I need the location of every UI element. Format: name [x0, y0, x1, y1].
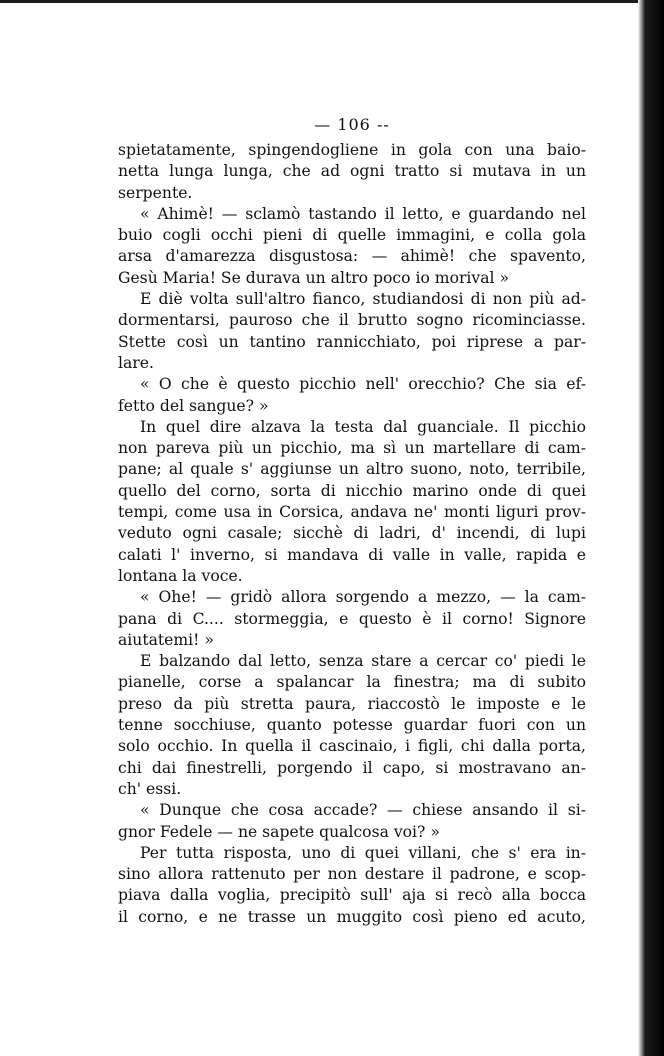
text-line: spietatamente, spingendogliene in gola con una baio- [118, 141, 586, 159]
text-line: pane; al quale s' aggiunse un altro suono, noto, terribile, [118, 460, 586, 479]
text-line: In quel dire alzava la testa dal guanciale. Il picchio [140, 417, 586, 436]
text-line: pana di C.... stormeggia, e questo è il corno! Signore [118, 609, 586, 628]
text-line: E diè volta sull'altro fianco, studiandosi di non più ad- [140, 290, 586, 309]
page-binding-shadow [638, 0, 664, 1056]
text-line: arsa d'amarezza disgustosa: — ahimè! che spavento, [118, 247, 586, 266]
text-line: « Ohe! — gridò allora sorgendo a mezzo, — la cam- [140, 588, 586, 607]
text-line: ch' essi. [118, 779, 182, 798]
text-line: lare. [118, 353, 154, 372]
text-line: preso da più stretta paura, riaccostò le imposte e le [118, 694, 586, 713]
text-line: serpente. [118, 183, 193, 202]
text-line: pianelle, corse a spalancar la finestra; ma di subito [118, 673, 586, 692]
text-line: « Ahimè! — sclamò tastando il letto, e guardando nel [140, 204, 586, 223]
text-line: calati l' inverno, si mandava di valle in valle, rapida e [118, 545, 586, 564]
text-line: solo occhio. In quella il cascinaio, i figli, chi dalla porta, [118, 737, 586, 756]
page-number: — 106 -- [314, 115, 390, 134]
text-line: Gesù Maria! Se durava un altro poco io morival » [118, 268, 510, 287]
text-line: veduto ogni casale; sicchè di ladri, d' incendi, di lupi [118, 524, 586, 543]
text-line: Stette così un tantino rannicchiato, poi riprese a par- [118, 332, 586, 351]
text-line: lontana la voce. [118, 566, 243, 585]
text-line: « O che è questo picchio nell' orecchio? Che sia ef- [140, 375, 586, 394]
text-line: fetto del sangue? » [118, 396, 269, 415]
text-line: Per tutta risposta, uno di quei villani, che s' era in- [140, 843, 586, 862]
text-line: il corno, e ne trasse un muggito così pieno ed acuto, [118, 907, 586, 926]
text-line: piava dalla voglia, precipitò sull' aja si recò alla bocca [118, 886, 586, 905]
text-line: E balzando dal letto, senza stare a cercar co' piedi le [140, 652, 586, 671]
text-line: dormentarsi, pauroso che il brutto sogno ricominciasse. [118, 311, 586, 330]
text-line: quello del corno, sorta di nicchio marino onde di quei [118, 481, 586, 500]
text-line: sino allora rattenuto per non destare il padrone, e scop- [118, 865, 586, 884]
text-line: tempi, come usa in Corsica, andava ne' monti liguri prov- [118, 503, 586, 522]
text-line: buio cogli occhi pieni di quelle immagini, e colla gola [118, 226, 586, 245]
text-line: aiutatemi! » [118, 630, 214, 649]
body-text [118, 140, 586, 928]
text-line: non pareva più un picchio, ma sì un martellare di cam- [118, 439, 586, 458]
book-page [118, 0, 586, 1056]
text-line: netta lunga lunga, che ad ogni tratto si mutava in un [118, 162, 586, 181]
text-line: gnor Fedele — ne sapete qualcosa voi? » [118, 822, 440, 841]
text-line: chi dai finestrelli, porgendo il capo, si mostravano an- [118, 758, 586, 777]
text-line: « Dunque che cosa accade? — chiese ansando il si- [140, 801, 586, 820]
text-line: tenne socchiuse, quanto potesse guardar fuori con un [118, 716, 586, 735]
